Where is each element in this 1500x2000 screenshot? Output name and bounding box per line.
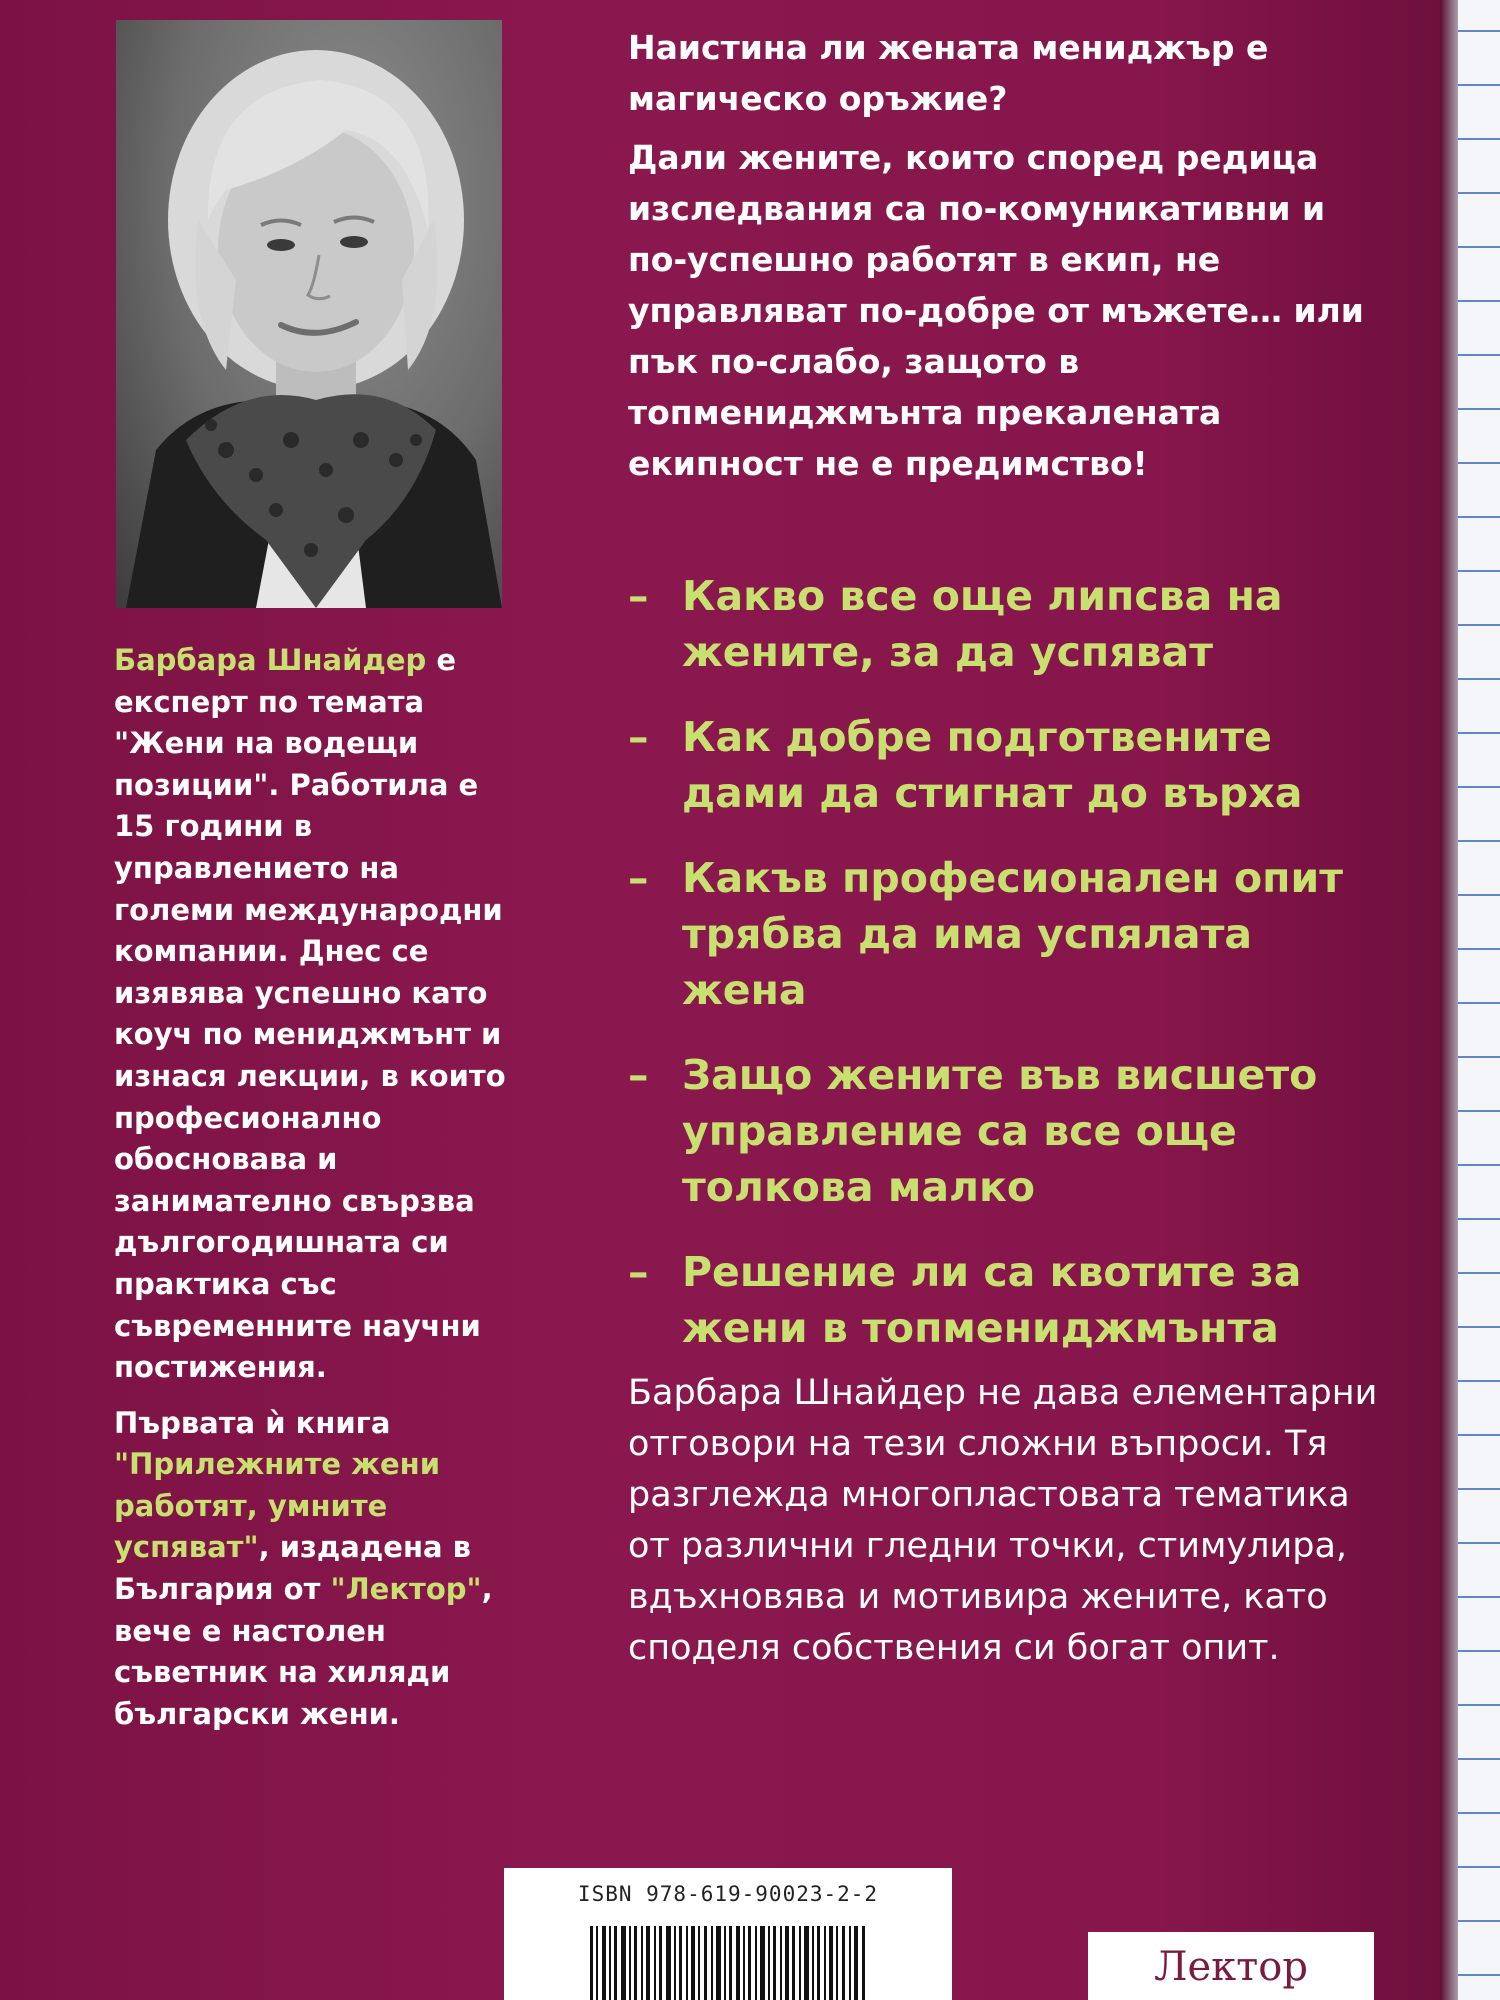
bullet-list — [628, 568, 1388, 1385]
author-bio-text: Първата ѝ книга — [114, 1405, 391, 1440]
bullet-dash: – — [628, 713, 649, 761]
author-name: Барбара Шнайдер — [114, 643, 427, 677]
bullet-dash: – — [628, 572, 649, 620]
closing-paragraph: Барбара Шнайдер не дава елементарни отговори на тези сложни въпроси. Тя разглежда многопластовата тематика от различни гледни точки, стимулира, вдъхновява и мотивира жените, като споделя собствения си богат опит. — [628, 1373, 1378, 1668]
isbn-number: ISBN 978-619-90023-2-2 — [577, 1882, 879, 1906]
bullet-dash: – — [628, 1051, 649, 1099]
bullet-item — [628, 709, 1388, 821]
bullet-text: Какъв професионален опит трябва да има успялата жена — [682, 854, 1343, 1014]
bullet-dash: – — [628, 854, 649, 902]
author-bio-paragraph-1 — [114, 640, 514, 1389]
cover-edge — [1440, 0, 1458, 2000]
publisher-logo — [1088, 1932, 1374, 2000]
intro-questions — [628, 22, 1388, 497]
isbn-barcode-label — [504, 1868, 952, 2000]
author-bio-text: , вече е настолен съветник на хиляди български жени. — [114, 1572, 493, 1731]
author-bio-text: , издадена в България от — [114, 1530, 472, 1607]
publisher-logo-text: Лектор — [1154, 1944, 1308, 1990]
bullet-item — [628, 850, 1388, 1018]
barcode-icon — [590, 1926, 870, 2000]
bullet-item — [628, 1047, 1388, 1215]
bullet-text: Защо жените във висшето управление са все още толкова малко — [682, 1051, 1318, 1211]
publisher-name: "Лектор" — [330, 1572, 482, 1607]
bullet-text: Как добре подготвените дами да стигнат до върха — [682, 713, 1303, 817]
bullet-item — [628, 568, 1388, 680]
bullet-dash: – — [628, 1248, 649, 1296]
author-bio — [114, 640, 514, 1749]
bullet-item — [628, 1244, 1388, 1356]
author-bio-paragraph-2 — [114, 1403, 514, 1736]
bullet-text: Решение ли са квотите за жени в топмениджмънта — [682, 1248, 1302, 1352]
intro-question-1: Наистина ли жената мениджър е магическо оръжие? — [628, 28, 1269, 118]
previous-book-title: "Прилежните жени работят, умните успяват" — [114, 1447, 441, 1565]
author-bio-text: е експерт по темата "Жени на водещи позиции". Работила е 15 години в управлението на големи международни компании. Днес се изявява успешно като коуч по мениджмънт и изнася лекции, в които професионално обосновава и занимателно свързва дългогодишната си практика със съвременните научни постижения. — [114, 643, 506, 1385]
bullet-text: Какво все още липсва на жените, за да успяват — [682, 572, 1283, 676]
author-photo — [116, 20, 502, 608]
intro-question-2: Дали жените, които според редица изследвания са по-комуникативни и по-успешно работят в екип, не управляват по-добре от мъжете… или пък по-слабо, защото в топмениджмънта прекалената екипност не е предимство! — [628, 138, 1364, 483]
